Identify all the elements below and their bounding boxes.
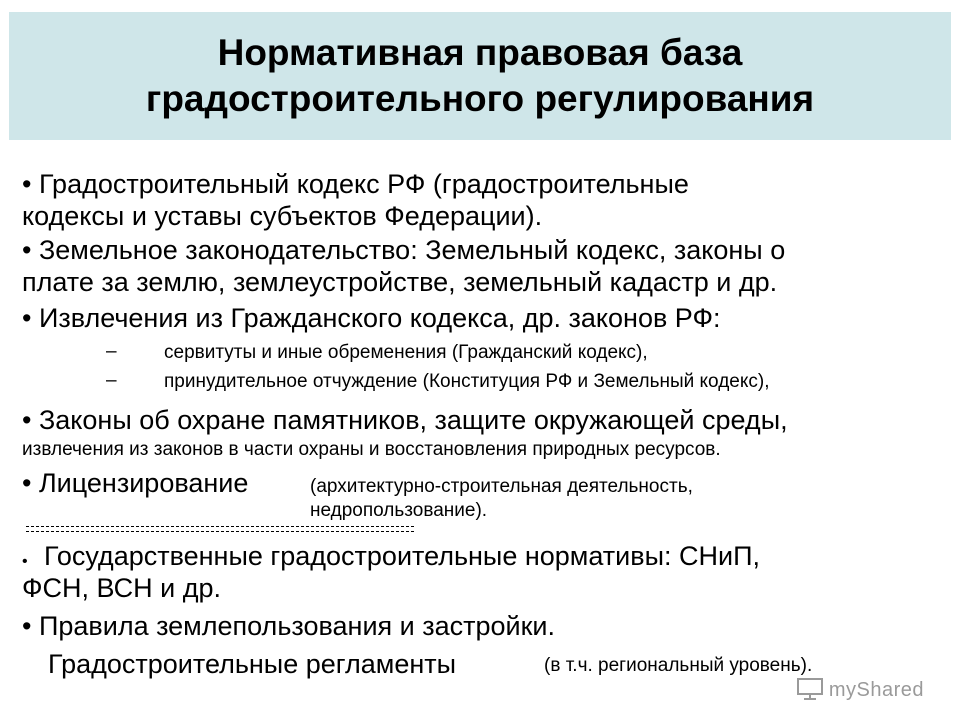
item-2-line-2: плате за землю, землеустройстве, земельный кадастр и др. — [22, 267, 778, 297]
watermark — [797, 678, 924, 702]
presentation-board-icon — [797, 678, 823, 700]
item-4-line-2: извлечения из законов в части охраны и восстановления природных ресурсов. — [22, 439, 721, 460]
item-6-bullet: • — [22, 553, 28, 570]
item-3-line-1: • Извлечения из Гражданского кодекса, др. законов РФ: — [22, 303, 721, 333]
item-7-line-1: • Правила землепользования и застройки. — [22, 611, 555, 641]
item-6-line-1: Государственные градостроительные нормативы: СНиП, — [44, 541, 760, 571]
page-title — [9, 30, 951, 122]
item-5-note-2: недропользование). — [310, 500, 488, 521]
title-line-2: градостроительного регулирования — [145, 78, 815, 119]
item-8-note: (в т.ч. региональный уровень). — [544, 655, 813, 676]
item-8-main: Градостроительные регламенты — [48, 649, 457, 679]
item-6-line-2: ФСН, ВСН и др. — [22, 573, 221, 603]
item-1-line-1: • Градостроительный кодекс РФ (градостроительные — [22, 169, 689, 199]
title-band — [9, 12, 951, 140]
item-4-line-1: • Законы об охране памятников, защите окружающей среды, — [22, 405, 788, 435]
item-5-main: • Лицензирование — [22, 468, 249, 498]
watermark-text: myShared — [828, 679, 924, 701]
title-line-1: Нормативная правовая база — [217, 32, 743, 73]
item-5-note-1: (архитектурно-строительная деятельность, — [310, 476, 693, 497]
dashed-separator — [26, 526, 414, 532]
item-1-line-2: кодексы и уставы субъектов Федерации). — [22, 201, 543, 231]
item-3-sub-1: сервитуты и иные обременения (Гражданский кодекс), — [164, 342, 648, 363]
item-3-sub-2-dash: – — [106, 370, 117, 391]
item-2-line-1: • Земельное законодательство: Земельный кодекс, законы о — [22, 235, 786, 265]
item-3-sub-2: принудительное отчуждение (Конституция РФ и Земельный кодекс), — [164, 371, 770, 392]
item-3-sub-1-dash: – — [106, 341, 117, 362]
